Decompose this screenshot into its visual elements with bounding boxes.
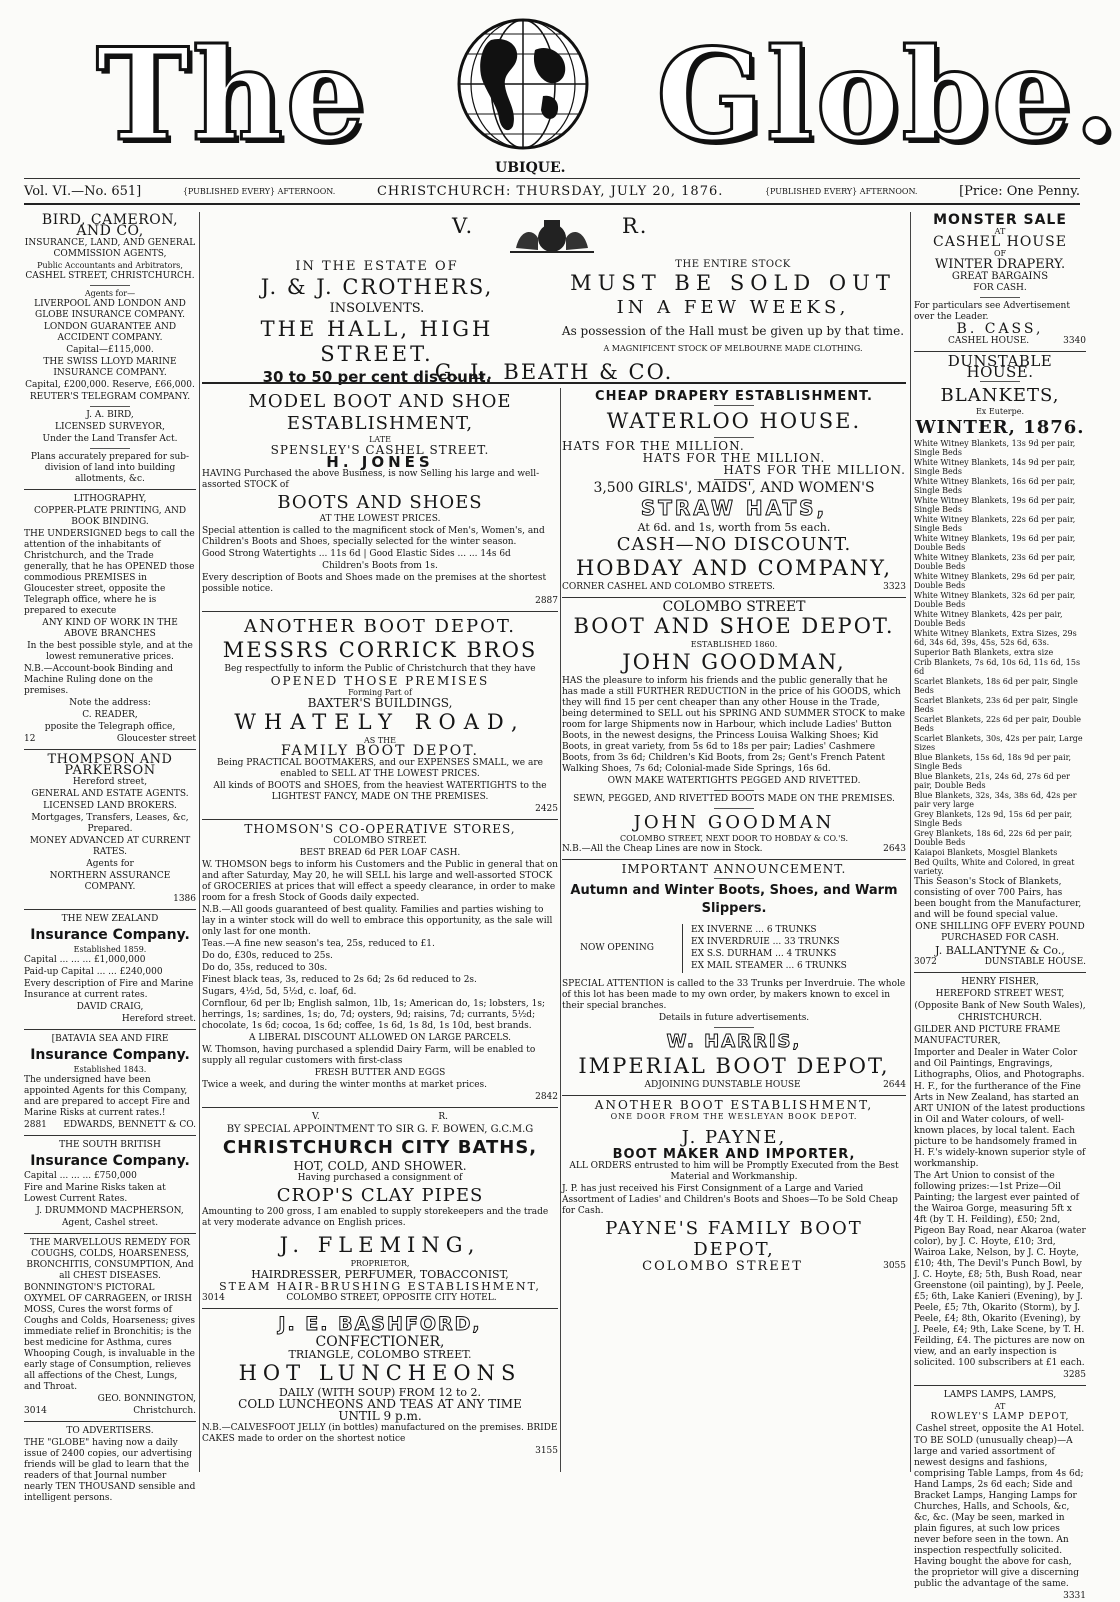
- ad-bashford: [202, 1313, 558, 1457]
- ad-heading: HOT LUNCHEONS: [238, 1361, 522, 1385]
- ad-heading: BOOT AND SHOE DEPOT.: [573, 614, 895, 638]
- ad-text: Note the address:: [69, 698, 151, 708]
- royal-cipher-v: V.: [312, 1112, 320, 1122]
- ad-text: BY SPECIAL APPOINTMENT TO SIR G. F. BOWEN, G.C.M.G: [226, 1124, 534, 1135]
- blanket-price-item: White Witney Blankets, 19s 6d per pair, Single Beds: [914, 496, 1076, 514]
- ad-payne: [562, 1100, 906, 1272]
- ad-text: OPENED THOSE PREMISES: [270, 674, 490, 688]
- ad-text: Plans accurately prepared for sub-division of land into building allotments, &c.: [30, 452, 190, 484]
- blanket-price-item: White Witney Blankets, 19s 6d per pair, Double Beds: [914, 534, 1076, 552]
- ad-text: FOR CASH.: [973, 283, 1027, 293]
- column-rule: [199, 212, 200, 1472]
- ad-text: For particulars see Advertisement over the Leader.: [914, 301, 1070, 322]
- masthead-motto: UBIQUE.: [495, 160, 566, 176]
- ad-text: Established 1859.: [73, 945, 147, 954]
- ad-text: ADJOINING DUNSTABLE HOUSE: [644, 1080, 801, 1090]
- masthead: [0, 0, 1120, 180]
- ad-john-goodman: [562, 599, 906, 855]
- ad-bonnington-remedy: [24, 1238, 196, 1417]
- ad-text: ESTABLISHED 1860.: [690, 640, 778, 649]
- ad-number: 3285: [1063, 1370, 1086, 1380]
- ad-number: 3014: [24, 1406, 47, 1416]
- ad-text: EX MAIL STEAMER ... 6 TRUNKS: [691, 961, 847, 971]
- ad-heading: BOOT MAKER AND IMPORTER,: [612, 1147, 856, 1162]
- blanket-price-item: Scarlet Blankets, 18s 6d per pair, Single Beds: [914, 677, 1078, 695]
- globe-icon: [443, 10, 603, 180]
- ad-heading: FAMILY BOOT DEPOT.: [281, 743, 479, 759]
- ad-number: 3072: [914, 957, 937, 967]
- ad-text: HATS FOR THE MILLION.: [723, 463, 906, 477]
- ad-to-advertisers: [24, 1426, 196, 1504]
- ad-text: MONEY ADVANCED AT CURRENT RATES.: [29, 836, 191, 857]
- ad-text: CORNER CASHEL AND COLOMBO STREETS.: [562, 582, 776, 592]
- blanket-price-item: Kaiapoi Blankets, Mosgiel Blankets: [914, 848, 1058, 857]
- ad-text: HAVING Purchased the above Business, is now Selling his large and well-assorted STOCK of: [202, 469, 540, 490]
- published-note-left: {PUBLISHED EVERY} AFTERNOON.: [182, 186, 336, 196]
- ad-text: Twice a week, and during the winter months at market prices.: [202, 1080, 488, 1090]
- ad-text: GENERAL AND ESTATE AGENTS.: [31, 789, 189, 799]
- ad-heading: WINTER DRAPERY.: [934, 257, 1066, 272]
- ad-text: AT THE LOWEST PRICES.: [319, 514, 441, 524]
- ad-heading: CHRISTCHURCH CITY BATHS,: [222, 1137, 538, 1158]
- ad-text: LATE: [369, 435, 391, 444]
- ad-text: Fire and Marine Risks taken at Lowest Current Rates.: [24, 1183, 166, 1204]
- ad-text: A LIBERAL DISCOUNT ALLOWED ON LARGE PARCELS.: [248, 1033, 512, 1043]
- ad-text: DAVID CRAIG,: [76, 1002, 144, 1012]
- ad-heading: BOOTS AND SHOES: [277, 492, 483, 513]
- ad-text: EX INVERNE ... 6 TRUNKS: [691, 925, 817, 935]
- ad-heading: 30 to 50 per cent discount.: [262, 368, 492, 386]
- ad-text: Agents for—: [84, 289, 136, 298]
- ad-heading: J. BALLANTYNE & Co.,: [935, 944, 1065, 957]
- ad-text: In the best possible style, and at the lowest remunerative prices.: [27, 641, 193, 662]
- ad-bird-cameron: [24, 212, 196, 403]
- ad-text: CASHEL HOUSE.: [947, 336, 1030, 346]
- ad-text: COLOMBO STREET, OPPOSITE CITY HOTEL.: [286, 1293, 497, 1303]
- ad-heading: G. L. BEATH & CO.: [434, 360, 674, 384]
- ad-heading: DUNSTABLE HOUSE.: [947, 352, 1053, 381]
- ad-text: Hereford street.: [121, 1014, 196, 1024]
- ad-heading: LAMPS LAMPS, LAMPS,: [943, 1390, 1057, 1400]
- ad-number: 2425: [535, 804, 558, 814]
- ad-text: Children's Boots from 1s.: [322, 561, 438, 571]
- ad-heading: JOHN GOODMAN,: [622, 650, 846, 674]
- blanket-price-item: Superior Bath Blankets, extra size: [914, 648, 1054, 657]
- ad-text: GILDER AND PICTURE FRAME MANUFACTURER,: [914, 1025, 1061, 1046]
- royal-cipher-r: R.: [438, 1112, 448, 1122]
- ad-heading: CONFECTIONER,: [315, 1334, 445, 1350]
- ad-text: N.B.—Account-book Binding and Machine Ruling done on the premises.: [24, 664, 174, 696]
- ad-heading: H. JONES: [326, 453, 434, 471]
- ad-text: ONE SHILLING OFF EVERY POUND PURCHASED FOR CASH.: [915, 922, 1085, 943]
- ad-text: SEWN, PEGGED, AND RIVETTED BOOTS MADE ON THE PREMISES.: [573, 794, 895, 804]
- ad-text: STEAM HAIR-BRUSHING ESTABLISHMENT,: [219, 1280, 541, 1293]
- ad-batavia-insurance: [24, 1034, 196, 1131]
- ad-text: HATS FOR THE MILLION.: [562, 439, 745, 453]
- ad-number: 3323: [883, 582, 906, 592]
- publication-date: CHRISTCHURCH: THURSDAY, JULY 20, 1876.: [376, 183, 724, 199]
- ad-heading: ANOTHER BOOT DEPOT.: [244, 616, 516, 637]
- blanket-price-item: White Witney Blankets, 42s per pair, Double Beds: [914, 610, 1063, 628]
- ad-text: ONE DOOR FROM THE WESLEYAN BOOK DEPOT.: [610, 1112, 858, 1121]
- ad-text: COLOMBO STREET, NEXT DOOR TO HOBDAY & CO.'S.: [619, 834, 849, 843]
- ad-text: N.B.—All goods guaranteed of best quality. Families and parties wishing to lay in a winter stock will do well to embrace this opportunity, as the sale will only last for one month.: [202, 905, 553, 937]
- ad-text: COPPER-PLATE PRINTING, AND BOOK BINDING.: [33, 506, 187, 527]
- ad-text: Paid-up Capital ... ... £240,000: [24, 967, 163, 977]
- ad-text: A MAGNIFICENT STOCK OF MELBOURNE MADE CLOTHING.: [603, 344, 863, 353]
- ad-waterloo-house: [562, 391, 906, 593]
- blanket-price-item: Crib Blankets, 7s 6d, 10s 6d, 11s 6d, 15s 6d: [914, 658, 1081, 676]
- ad-text: GREAT BARGAINS: [951, 271, 1049, 282]
- ad-text: Do do, 35s, reduced to 30s.: [202, 963, 328, 973]
- blanket-price-item: White Witney Blankets, 16s 6d per pair, Single Beds: [914, 477, 1076, 495]
- ad-text: GEO. BONNINGTON,: [97, 1394, 196, 1404]
- blanket-price-item: White Witney Blankets, 13s 9d per pair, Single Beds: [914, 439, 1076, 457]
- ad-model-boot: [202, 391, 558, 607]
- ad-text: The Art Union to consist of the following prizes:—1st Prize—Oil Painting; the largest ever painted of the Wairoa Gorge, measuring 5ft x 4ft (by T. H. Feilding), £50; 2nd, Pigeon Bay Road, near Akaroa (water color), by J. C. Hoyte, £10; 3rd, Wairoa Lake, Nelson, by J. C. Hoyte, £10; 4th, The Devil's Punch Bowl, by J. C. Hoyte, £8; 5th, Bush Road, near Greenstone (oil painting), by J. Peele, £5; 6th, Lake Kanieri (Evening), by J. Peele, £5; 7th, Okarito (Storm), by J. Peele, £4; 8th, Okarito (Evening), by J. Peele, £4; 9th, Lake Scene, by T. H. Feilding, £4. The pictures are now on view, and an early inspection is solicited. 100 subscribers at £1 each.: [914, 1171, 1086, 1368]
- ad-heading: THOMPSON AND PARKERSON: [47, 752, 173, 778]
- ad-text: Special attention is called to the magnificent stock of Men's, Women's, and Children's Boots and Shoes, specially selected for the winter season.: [202, 526, 545, 547]
- ad-text: J. DRUMMOND MACPHERSON,: [36, 1206, 184, 1216]
- ad-text: ALL ORDERS entrusted to him will be Promptly Executed from the Best Material and Workmanship.: [569, 1161, 899, 1182]
- ad-text: Cornflour, 6d per lb; English salmon, 1lb, 1s; American do, 1s; lobsters, 1s; herrings, 1s; sardines, 1s; do, 7d; oysters, 9d; raisins, 7d; currants, 5½d; chocolate, 1s 6d; cocoa, 1s 6d; coffee, 1s 6d, 1s 8d, 1s 10d, best brands.: [202, 999, 545, 1031]
- ad-text: Good Strong Watertights ... 11s 6d | Good Elastic Sides ... ... 14s 6d: [202, 549, 511, 559]
- ad-number: 12: [24, 734, 36, 744]
- ad-text: THE MARVELLOUS REMEDY FOR COUGHS, COLDS, HOARSENESS, BRONCHITIS, CONSUMPTION, And all CHEST DISEASES.: [26, 1238, 194, 1281]
- ad-heading: Insurance Company.: [30, 927, 190, 943]
- ad-heading: MESSRS CORRICK BROS: [222, 638, 538, 662]
- ad-text: Do do, £30s, reduced to 25s.: [202, 951, 333, 961]
- ad-heading: ROWLEY'S LAMP DEPOT,: [930, 1412, 1070, 1422]
- ad-important-announcement: [562, 864, 906, 1091]
- blanket-price-item: White Witney Blankets, Extra Sizes, 29s 6d, 34s 6d, 39s, 45s, 52s 6d, 63s.: [914, 629, 1077, 647]
- ad-text: LICENSED SURVEYOR,: [55, 422, 165, 432]
- column-rule: [560, 388, 561, 1472]
- ad-heading: IN A FEW WEEKS,: [616, 297, 850, 318]
- ad-text: pposite the Telegraph office,: [44, 722, 176, 732]
- ad-crothers-estate: [202, 212, 906, 384]
- ad-text: Agents for: [86, 859, 134, 869]
- column-3: [562, 388, 906, 1478]
- ad-text: The undersigned have been appointed Agents for this Company, and are prepared to accept Fire and Marine Risks at current rates.!: [24, 1075, 190, 1118]
- ad-number: 1386: [173, 894, 196, 904]
- ad-thomson-cooperative: [202, 824, 558, 1103]
- ad-text: CHRISTCHURCH.: [958, 1013, 1042, 1023]
- ad-text: IN THE ESTATE OF: [295, 259, 459, 274]
- ad-text: THE ENTIRE STOCK: [675, 259, 791, 270]
- ad-text: NORTHERN ASSURANCE COMPANY.: [49, 871, 171, 892]
- ad-text: Mortgages, Transfers, Leases, &c, Prepared.: [31, 813, 189, 834]
- ad-text: HAIRDRESSER, PERFUMER, TOBACCONIST,: [251, 1268, 509, 1281]
- ad-text: LICENSED LAND BROKERS.: [43, 801, 177, 811]
- column-2: [202, 388, 558, 1478]
- ad-heading: THE HALL, HIGH STREET.: [260, 317, 494, 366]
- ad-text: HAS the pleasure to inform his friends and the public generally that he has made a still FURTHER REDUCTION in the price of his GOODS, which they will find 15 per cent cheaper than any other House in the Trade, being determined to SELL out his SPRING AND SUMMER STOCK to make room for large Shipments now in Harbour, which include Ladies' Button Boots, in the newest designs, the Princess Louisa Walking Shoes; Kid Boots, in great variety, from 5s 6d to 18s per pair; Ladies' Cashmere Boots, from 3s 6d; Children's Kid Boots, from 2s; Gent's French Patent Walking Shoes, 7s 6d; Colonial-made Side Springs, 16s 6d.: [562, 676, 906, 774]
- ad-text: COLOMBO STREET: [642, 1259, 803, 1274]
- ad-south-british-insurance: [24, 1140, 196, 1229]
- ad-dunstable-house: [914, 352, 1086, 968]
- ad-text: Being PRACTICAL BOOTMAKERS, and our EXPENSES SMALL, we are enabled to SELL AT THE LOWEST PRICES.: [217, 758, 543, 779]
- ad-text: LITHOGRAPHY,: [73, 494, 147, 504]
- ad-text: UNTIL 9 p.m.: [338, 1409, 422, 1423]
- ad-text: FRESH BUTTER AND EGGS: [314, 1068, 446, 1078]
- ad-text: Beg respectfully to inform the Public of Christchurch that they have: [224, 664, 536, 674]
- blanket-price-item: Grey Blankets, 12s 9d, 15s 6d per pair, Single Beds: [914, 810, 1073, 828]
- ad-text: Capital ... ... ... £1,000,000: [24, 955, 146, 965]
- ad-number: 3340: [1063, 336, 1086, 346]
- ad-heading: THOMSON'S CO-OPERATIVE STORES,: [244, 822, 516, 836]
- ad-heading: J. & J. CROTHERS,: [260, 275, 494, 299]
- ad-text: [BATAVIA SEA AND FIRE: [51, 1034, 169, 1044]
- masthead-title-right: Globe.: [656, 21, 1120, 169]
- ad-number: 2881: [24, 1120, 47, 1130]
- dateline: [24, 178, 1080, 205]
- ad-heading: COLOMBO STREET: [662, 599, 806, 615]
- ad-heading: MUST BE SOLD OUT: [570, 271, 896, 295]
- ad-text: Ex Euterpe.: [975, 407, 1025, 416]
- ad-heading: J. FLEMING,: [279, 1233, 481, 1257]
- blanket-price-item: White Witney Blankets, 23s 6d per pair, Double Beds: [914, 553, 1076, 571]
- ad-text: Hereford street,: [72, 777, 148, 787]
- ad-text: INSURANCE, LAND, AND GENERAL COMMISSION AGENTS,: [24, 238, 196, 259]
- blanket-price-item: White Witney Blankets, 32s 6d per pair, Double Beds: [914, 591, 1076, 609]
- ad-text: COLOMBO STREET.: [333, 836, 427, 846]
- ad-heading: HOBDAY AND COMPANY,: [575, 556, 893, 580]
- ad-text: At 6d. and 1s, worth from 5s each.: [637, 521, 831, 534]
- ad-text: TRIANGLE, COLOMBO STREET.: [288, 1348, 472, 1361]
- ad-heading: PAYNE'S FAMILY BOOT DEPOT,: [605, 1218, 863, 1260]
- royal-cipher-r: R.: [622, 214, 649, 238]
- ad-text: SPENSLEY'S CASHEL STREET.: [270, 443, 490, 457]
- ad-text: AT: [994, 1402, 1006, 1411]
- ad-text: AT: [994, 227, 1006, 236]
- column-1: [24, 212, 196, 1503]
- ad-text: Finest black teas, 3s, reduced to 2s 6d; 2s 6d reduced to 2s.: [202, 975, 477, 985]
- ad-text: As possession of the Hall must be given up by that time.: [561, 324, 905, 338]
- ad-heading: ANOTHER BOOT ESTABLISHMENT,: [594, 1098, 874, 1112]
- ad-number: 3014: [202, 1293, 225, 1303]
- ad-thompson-parkerson: [24, 754, 196, 905]
- column-4: [914, 212, 1086, 1601]
- ad-text: AS THE: [364, 736, 396, 745]
- ad-corrick-bros: [202, 616, 558, 815]
- ad-number: 3331: [1063, 1591, 1086, 1601]
- ad-heading: CASHEL HOUSE: [933, 234, 1067, 250]
- ad-heading: Insurance Company.: [30, 1047, 190, 1063]
- ad-number: 2842: [535, 1092, 558, 1102]
- ad-text: HENRY FISHER,: [961, 977, 1039, 987]
- ad-heading: MODEL BOOT AND SHOE: [248, 391, 512, 412]
- ad-text: HATS FOR THE MILLION.: [642, 451, 826, 465]
- published-note-right: {PUBLISHED EVERY} AFTERNOON.: [764, 186, 918, 196]
- ad-heading: CROP'S CLAY PIPES: [276, 1185, 484, 1206]
- ad-text: Teas.—A fine new season's tea, 25s, reduced to £1.: [202, 939, 435, 949]
- ad-heading: CHEAP DRAPERY ESTABLISHMENT.: [595, 389, 873, 404]
- ad-heading: J. E. BASHFORD,: [278, 1313, 482, 1335]
- ad-text: THE SOUTH BRITISH: [59, 1140, 161, 1150]
- ad-text: THE NEW ZEALAND: [61, 914, 159, 924]
- ad-text: J. A. BIRD,: [86, 410, 134, 420]
- ad-text: BEST BREAD 6d PER LOAF CASH.: [299, 848, 461, 858]
- column-rule: [910, 212, 911, 1472]
- blanket-price-item: Scarlet Blankets, 30s, 42s per pair, Large Sizes: [914, 734, 1083, 752]
- ad-heading: JOHN GOODMAN: [633, 812, 835, 833]
- ad-heading: J. PAYNE,: [681, 1127, 787, 1148]
- ad-text: This Season's Stock of Blankets, consisting of over 700 Pairs, has been bought from the Manufacturer, and will be found special value.: [914, 877, 1082, 920]
- ad-heading: WINTER, 1876.: [915, 417, 1085, 438]
- ad-text: EX INVERDRUIE ... 33 TRUNKS: [691, 937, 840, 947]
- ad-heading: STRAW HATS,: [640, 496, 828, 520]
- ad-number: 2887: [535, 596, 558, 606]
- ad-text: LONDON GUARANTEE AND ACCIDENT COMPANY.: [43, 322, 177, 343]
- ad-text: COLD LUNCHEONS AND TEAS AT ANY TIME: [238, 1397, 522, 1411]
- ad-number: 2644: [883, 1080, 906, 1090]
- ad-text: Having purchased a consignment of: [297, 1173, 463, 1183]
- ad-text: INSOLVENTS.: [329, 301, 425, 316]
- blanket-price-item: Bed Quilts, White and Colored, in great variety.: [914, 858, 1075, 876]
- blanket-price-item: White Witney Blankets, 22s 6d per pair, Single Beds: [914, 515, 1076, 533]
- ad-text: Every description of Fire and Marine Insurance at current rates.: [24, 979, 194, 1000]
- ad-text: THE SWISS LLOYD MARINE INSURANCE COMPANY.: [43, 357, 177, 378]
- ad-heading: WATERLOO HOUSE.: [606, 409, 862, 433]
- royal-cipher-v: V.: [452, 214, 475, 238]
- ad-text: (Opposite Bank of New South Wales),: [914, 1001, 1086, 1011]
- ad-text: DUNSTABLE HOUSE.: [984, 957, 1086, 967]
- ad-text: Gloucester street: [116, 734, 196, 744]
- blanket-price-item: Blue Blankets, 21s, 24s 6d, 27s 6d per pair, Double Beds: [914, 772, 1070, 790]
- ad-henry-fisher: [914, 977, 1086, 1381]
- blanket-price-item: Scarlet Blankets, 22s 6d per pair, Double Beds: [914, 715, 1082, 733]
- ad-text: Agent, Cashel street.: [61, 1218, 159, 1228]
- ad-text: LIVERPOOL AND LONDON AND GLOBE INSURANCE COMPANY.: [34, 299, 186, 320]
- royal-arms-icon: [510, 218, 594, 254]
- ad-text: Capital ... ... ... £750,000: [24, 1171, 137, 1181]
- ad-text: REUTER'S TELEGRAM COMPANY.: [29, 392, 191, 402]
- ad-text: Public Accountants and Arbitrators,: [37, 261, 183, 270]
- ad-number: 3155: [535, 1446, 558, 1456]
- ad-text: All kinds of BOOTS and SHOES, from the heaviest WATERTIGHTS to the LIGHTEST FANCY, MADE ON THE PREMISES.: [213, 781, 547, 802]
- ad-text: BAXTER'S BUILDINGS,: [307, 696, 453, 710]
- masthead-title-left: The: [96, 21, 368, 169]
- ad-text: TO BE SOLD (unusually cheap)—A large and varied assortment of newest designs and fashions, comprising Table Lamps, from 4s 6d; Hand Lamps, 2s 6d each; Side and Bracket Lamps, Hanging Lamps for Churches, Halls, and Schools, &c, &c, &c. (May be seen, marked in plain figures, at such low prices never before seen in the town. An inspection respectfully solicited. Having bought the above for cash, the proprietor will give a discerning public the advantage of the same.: [914, 1436, 1084, 1589]
- ad-text: Capital, £200,000. Reserve, £66,000.: [25, 380, 195, 390]
- ad-text: THE "GLOBE" having now a daily issue of 2400 copies, our advertising friends will be glad to learn that the readers of that Journal number nearly TEN THOUSAND sensible and intelligent persons.: [24, 1438, 196, 1503]
- ad-text: EX S.S. DURHAM ... 4 TRUNKS: [691, 949, 837, 959]
- ad-heading: WHATELY ROAD,: [234, 710, 526, 734]
- ad-text: DAILY (WITH SOUP) FROM 12 to 2.: [278, 1386, 482, 1399]
- ad-text: N.B.—CALVESFOOT JELLY (in bottles) manufactured on the premises. BRIDE CAKES made to order on the shortest notice: [202, 1423, 558, 1444]
- ad-text: Every description of Boots and Shoes made on the premises at the shortest possible notice.: [202, 573, 547, 594]
- ad-text: Capital—£115,000.: [66, 345, 154, 355]
- ad-text: W. THOMSON begs to inform his Customers and the Public in general that on and after Saturday, May 20, he will SELL his large and well-assorted STOCK of GROCERIES at prices that will effect a speedy clearance, in order to make room for a fresh Stock of Goods daily expected.: [202, 860, 558, 903]
- ad-rowley-lamps: [914, 1390, 1086, 1602]
- ad-text: NOW OPENING: [580, 943, 654, 953]
- ad-text: C. READER,: [82, 710, 138, 720]
- ad-text: Christchurch.: [133, 1406, 196, 1416]
- ad-heading: CASH—NO DISCOUNT.: [616, 534, 852, 555]
- ad-text: BONNINGTON'S PICTORAL OXYMEL OF CARRAGEEN, or IRISH MOSS, Cures the worst forms of Coughs and Colds, Hoarseness; gives immediate relief in Bronchitis; is the best medicine for Asthma, cures Whooping Cough, is invaluable in the early stage of Consumption, relieves all affections of the Chest, Lungs, and Throat.: [24, 1283, 196, 1392]
- ad-text: Under the Land Transfer Act.: [42, 434, 178, 444]
- ad-text: THE UNDERSIGNED begs to call the attention of the inhabitants of Christchurch, and the Trade generally, that he has OPENED those commodious PREMISES in Gloucester street, opposite the Telegraph office, where he is prepared to execute: [24, 529, 195, 616]
- ad-text: Forming Part of: [348, 688, 412, 697]
- volume-number: Vol. VI.—No. 651]: [24, 183, 142, 199]
- ad-text: W. Thomson, having purchased a splendid Dairy Farm, will be enabled to supply all regular customers with first-class: [202, 1045, 536, 1066]
- ad-heading: BIRD, CAMERON, AND CO,: [41, 212, 179, 239]
- ad-text: Details in future advertisements.: [658, 1013, 810, 1023]
- ad-new-zealand-insurance: [24, 914, 196, 1025]
- ad-lithography: [24, 494, 196, 745]
- blanket-price-item: White Witney Blankets, 14s 9d per pair, Single Beds: [914, 458, 1076, 476]
- blanket-price-list: [914, 439, 1086, 876]
- price: [Price: One Penny.: [959, 183, 1080, 199]
- blanket-price-item: Grey Blankets, 18s 6d, 22s 6d per pair, Double Beds: [914, 829, 1073, 847]
- ad-city-baths: [202, 1112, 558, 1304]
- blanket-price-item: Scarlet Blankets, 23s 6d per pair, Single Beds: [914, 696, 1078, 714]
- ad-text: N.B.—All the Cheap Lines are now in Stock.: [562, 844, 763, 854]
- blanket-price-item: Blue Blankets, 15s 6d, 18s 9d per pair, Single Beds: [914, 753, 1072, 771]
- ad-ja-bird: [24, 410, 196, 485]
- ad-text: HOT, COLD, AND SHOWER.: [293, 1159, 467, 1173]
- ad-text: SPECIAL ATTENTION is called to the 33 Trunks per Inverdruie. The whole of this lot has been made to my own order, by makers known to excel in their special branches.: [562, 979, 906, 1011]
- ad-text: EDWARDS, BENNETT & CO.: [63, 1120, 196, 1130]
- ad-text: OF: [993, 249, 1007, 258]
- ad-heading: B. CASS,: [956, 321, 1044, 337]
- ad-text: Amounting to 200 gross, I am enabled to supply storekeepers and the trade at very moderate advance on English prices.: [202, 1207, 549, 1228]
- ad-text: Importer and Dealer in Water Color and Oil Paintings, Engravings, Lithographs, Olios, and Photographs.: [914, 1048, 1085, 1080]
- ad-heading: BLANKETS,: [940, 385, 1060, 406]
- ad-heading: TO ADVERTISERS.: [66, 1426, 154, 1436]
- ad-text: Cashel street, opposite the A1 Hotel.: [915, 1424, 1085, 1434]
- ad-monster-sale: [914, 212, 1086, 347]
- blanket-price-item: White Witney Blankets, 29s 6d per pair, Double Beds: [914, 572, 1076, 590]
- ad-text: OWN MAKE WATERTIGHTS PEGGED AND RIVETTED.: [607, 776, 861, 786]
- ad-heading: 3,500 GIRLS', MAIDS', AND WOMEN'S: [593, 480, 875, 496]
- ad-heading: ESTABLISHMENT,: [286, 413, 474, 434]
- ad-text: ANY KIND OF WORK IN THE ABOVE BRANCHES: [42, 618, 178, 639]
- ad-heading: MONSTER SALE: [933, 212, 1067, 228]
- blanket-price-item: Blue Blankets, 32s, 34s, 38s 6d, 42s per pair very large: [914, 791, 1077, 809]
- ad-text: CASHEL STREET, CHRISTCHURCH.: [25, 271, 195, 281]
- ad-text: PROPRIETOR,: [350, 1259, 410, 1268]
- ad-text: HEREFORD STREET WEST,: [935, 989, 1065, 999]
- ad-heading: IMPERIAL BOOT DEPOT,: [578, 1054, 890, 1078]
- ad-heading: IMPORTANT ANNOUNCEMENT.: [621, 862, 847, 876]
- ad-text: Sugars, 4½d, 5d, 5½d, c. loaf, 6d.: [202, 987, 357, 997]
- ad-number: 3055: [883, 1261, 906, 1271]
- ad-text: H. F., for the furtherance of the Fine Arts in New Zealand, has started an ART UNION of the latest productions in Oil and Water colours, of well-known places, by local talent. Each picture to be handsomely framed in H. F.'s widely-known superior style of workmanship.: [914, 1082, 1086, 1169]
- ad-text: Established 1843.: [73, 1065, 147, 1074]
- ad-heading: Autumn and Winter Boots, Shoes, and Warm Slippers.: [570, 883, 898, 916]
- ad-heading: W. HARRIS,: [666, 1031, 802, 1052]
- ad-heading: Insurance Company.: [30, 1153, 190, 1169]
- ad-text: J. P. has just received his First Consignment of a Large and Varied Assortment of Ladies' and Children's Boots and Shoes—To be Sold Cheap for Cash.: [562, 1184, 898, 1216]
- ad-number: 2643: [883, 844, 906, 854]
